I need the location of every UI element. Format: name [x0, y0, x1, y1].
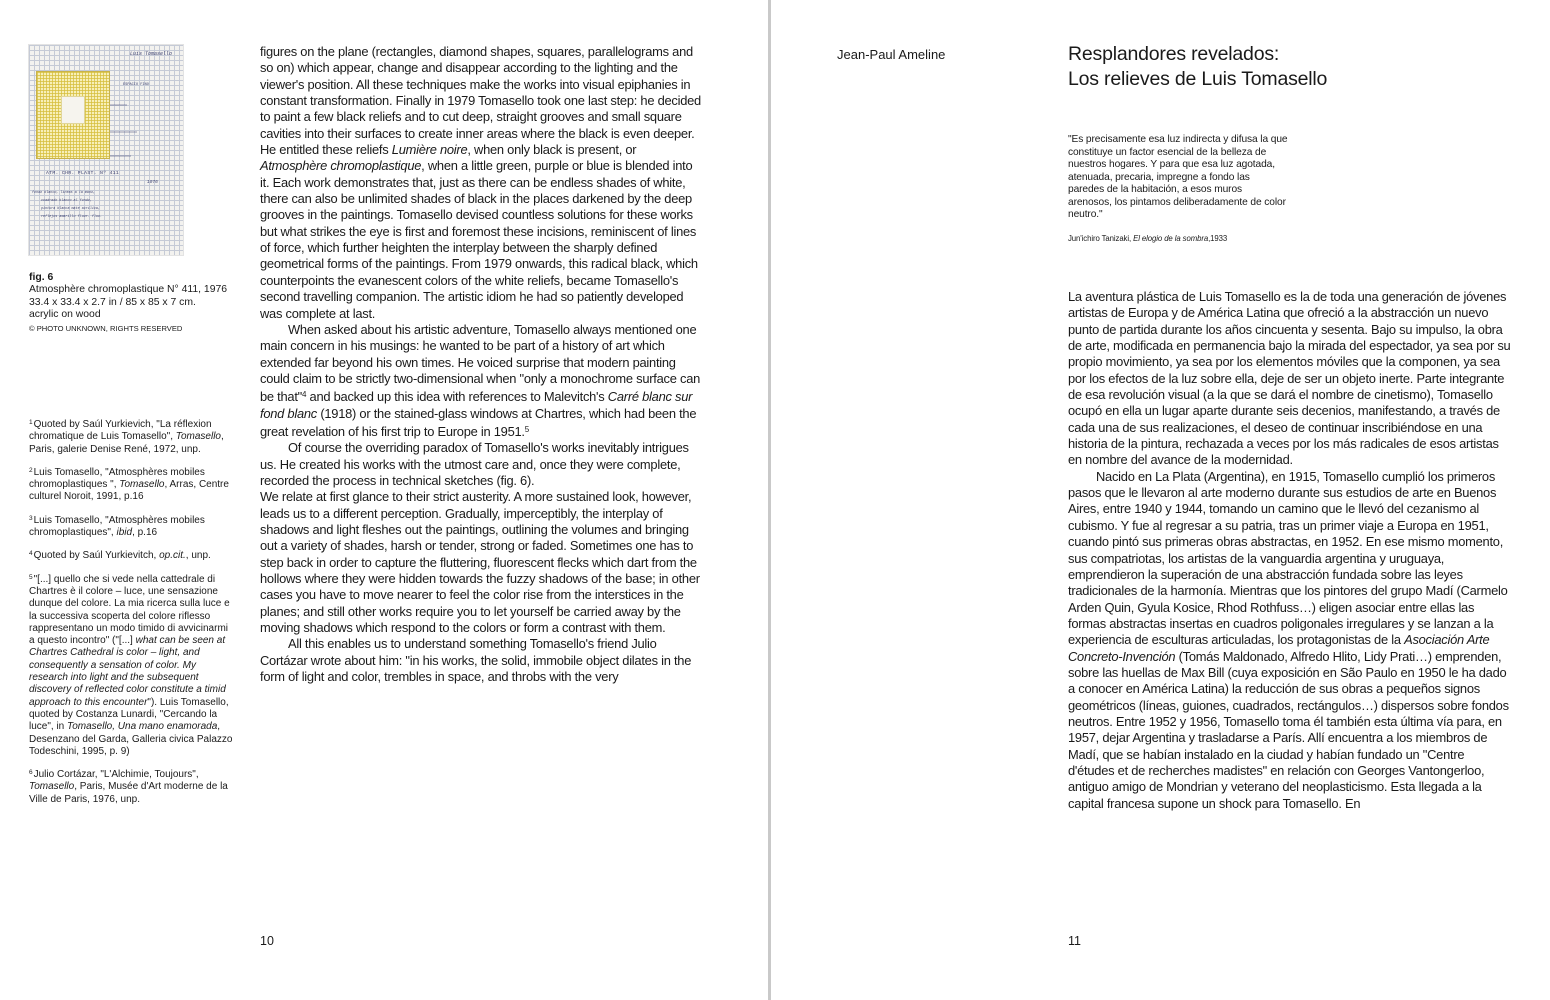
epigraph-attribution: Jun'ichiro Tanizaki, El elogio de la sombra,1933 [1068, 233, 1228, 243]
paragraph: We relate at first glance to their strict austerity. A more sustained look, however, leads us to a different perception. Gradually, imperceptibly, the interplay of shadows and light fleshes out the paintings, outlining the volumes and bringing out a variety of shades, harsh or tender, strong or faded. Sometimes one has to step back in order to capture the fluttering, fluorescent flecks which dart from the hollows where they were hidden towards the fuzzy shadows of the base; in other cases you have to move nearer to feel the color rise from the interstices in the planes; and still other works require you to let yourself be carried away by the moving shadows which respond to the colors or form a contrast with them. [260, 489, 700, 636]
footnote: $^5$"[...] quello che si vede nella cattedrale di Chartres è il colore – luce, une sensazione dunque del colore. La mia ricerca sulla luce e la successiva scoperta del colore riflesso rappresentano un modo timido di avvicinarmi a questo incontro" ("[...] what can be seen at Chartres Cathedral is color – light, and consequently a sensation of color. My research into light and the subsequent discovery of reflected color constitute a timid approach to this encounter"). Luis Tomasello, quoted by Costanza Lunardi, "Cercando la luce", in Tomasello, Una mano enamorada, Desenzano del Garda, Galleria civica Palazzo Todeschini, 1995, p. 9) [29, 573, 233, 757]
page-number: 11 [1068, 934, 1081, 948]
artwork-note-4: reflejos amarillo fluor. fluo. [41, 215, 103, 219]
caption-line: 33.4 x 33.4 x 2.7 in / 85 x 85 x 7 cm. [29, 296, 196, 308]
photo-credit: © PHOTO UNKNOWN, RIGHTS RESERVED [29, 323, 183, 333]
author-name: Jean-Paul Ameline [837, 47, 946, 62]
paragraph: When asked about his artistic adventure, Tomasello always mentioned one main concern in his musings: he wanted to be part of a history of art which extended far beyond his own times. He voiced surprise that modern painting could claim to be strictly two-dimensional when "only a monochrome surface can be that"$^4$ and backed up this idea with references to Malevitch's Carré blanc sur fond blanc (1918) or the stained-glass windows at Chartres, which had been the great revelation of his first trip to Europe in 1951.$^5$ [260, 321, 701, 439]
footnote: $^3$Luis Tomasello, "Atmosphères mobiles chromoplastiques", ibid, p.16 [29, 514, 205, 539]
left-page [0, 0, 768, 1000]
artwork-title: ATM. CHR. PLAST. Nº 411 [46, 171, 120, 176]
footnote: $^6$Julio Cortázar, "L'Alchimie, Toujours", Tomasello, Paris, Musée d'Art moderne de la Ville de Paris, 1976, unp. [29, 769, 228, 805]
artwork-signature: Luis Tomasello [130, 51, 173, 57]
figure-caption [29, 272, 234, 335]
chapter-title [1068, 42, 1488, 92]
chapter-title-line: Los relieves de Luis Tomasello [1068, 68, 1328, 90]
artwork-year: 1976 [147, 180, 158, 185]
paragraph: La aventura plástica de Luis Tomasello es la de toda una generación de jóvenes artistas de Europa y de América Latina que ofreció a la abstracción un nuevo punto de partida durante los años cincuenta y sesenta. Bajo su impulso, la obra de arte, modificada en permanencia bajo la mirada del espectador, ya sea por su propio movimiento, ya sea por los elementos móviles que la componen, ya sea por los efectos de la luz sobre ella, deje de ser un objeto inerte. Parte integrante de esa revolución visual (a la que se dará el nombre de cinetismo), Tomasello ocupó en ella un lugar aparte durante seis decenios, manifestando, a través de cada una de sus realizaciones, el deseo de continuar inscribiéndose en una historia de la pintura, rechazada a veces por los más radicales de esos artistas en nombre del avance de la modernidad. [1068, 289, 1511, 468]
caption-line: Atmosphère chromoplastique N° 411, 1976 [29, 284, 228, 296]
epigraph [1068, 134, 1288, 244]
caption-line: acrylic on wood [29, 309, 101, 321]
body-text-english [260, 44, 702, 685]
paragraph: Nacido en La Plata (Argentina), en 1915, Tomasello cumplió los primeros pasos que le llevaron al arte moderno durante sus estudios de arte en Buenos Aires, entre 1940 y 1944, tomando un camino que le llevó del cezanismo al cubismo. Y fue al regresar a su patria, tras un primer viaje a Europa en 1951, cuando pintó sus primeras obras abstractas, en 1952. En ese mismo momento, sus compatriotas, los artistas de la vanguardia argentina y uruguaya, emprendieron la superación de una abstracción fundada sobre las leyes tradicionales de la harmonía. Mientras que los pintores del grupo Madí (Carmelo Arden Quin, Gyula Kosice, Rhod Rothfuss…) eligen asociar entre ellas las formas abstractas insertas en cuadros poligonales irregulares y se lanzan a la experiencia de esculturas articuladas, los protagonistas de la Asociación Arte Concreto-Invención (Tomás Maldonado, Alfredo Hlito, Lidy Prati…) emprenden, sobre las huellas de Max Bill (cuya exposición en São Paulo en 1950 le ha dado a conocer en América Latina) la reducción de sus obras a pequeños signos geométricos (líneas, guiones, cuadrados, rectángulos…) dispersos sobre fondos neutros. Entre 1952 y 1956, Tomasello toma él también esta última vía para, en 1957, dejar Argentina y trasladarse a París. Allí encuentra a los miembros de Madí, que se habían instalado en la ciudad y habían fundado un "Centre d'études et de recherches madistes" en relación con Georges Vantongerloo, antiguo amigo de Mondrian y veterano del neoplasticismo. Esta llegada a la capital francesa supone un shock para Tomasello. En [1068, 468, 1509, 811]
footnote: $^1$Quoted by Saúl Yurkievich, "La réflexion chromatique de Luis Tomasello", Tomasello, Paris, galerie Denise René, 1972, unp. [29, 419, 224, 455]
right-page [771, 0, 1550, 1000]
chapter-title-line: Resplandores revelados: [1068, 43, 1280, 65]
footnote: $^2$Luis Tomasello, "Atmosphères mobiles chromoplastiques ", Tomasello, Arras, Centre culturel Noroit, 1991, p.16 [29, 466, 229, 503]
body-text-spanish [1068, 289, 1512, 812]
paragraph: Of course the overriding paradox of Tomasello's works inevitably intrigues us. He created his works with the utmost care and, once they were complete, recorded the process in technical sketches (fig. 6). [260, 440, 689, 488]
figure-label: fig. 6 [29, 272, 54, 283]
footnote: $^4$Quoted by Saúl Yurkievitch, op.cit., unp. [29, 550, 211, 562]
artwork-note-3: pintura blanca mate acrílica, [41, 207, 101, 211]
artwork-note-2: cuadrado blanco al fondo, [41, 199, 92, 203]
paragraph: figures on the plane (rectangles, diamond shapes, squares, parallelograms and so on) which appear, change and disappear according to the lighting and the viewer's position. All these techniques make the works into visual epiphanies in constant transformation. Finally in 1979 Tomasello took one last step: he decided to paint a few black reliefs and to cut deep, straight grooves and small square cavities into their surfaces to create inner areas where the black is even deeper. He entitled these reliefs Lumière noire, when only black is present, or Atmosphère chromoplastique, when a little green, purple or blue is blended into it. Each work demonstrates that, just as there can be endless shades of white, there can also be unlimited shades of black in the places darkened by the deep grooves in the paintings. Tomasello devised countless solutions for these works but what strikes the eye is first and foremost these incisions, reminiscent of lines of force, which further heighten the interplay between the sharply defined geometrical forms of the paintings. From 1979 onwards, this radical black, which counterpoints the evanescent colors of the white reliefs, became Tomasello's second travelling companion. The artistic idiom he had so patiently developed was complete at last. [260, 44, 701, 321]
artwork-yellow-square [36, 71, 110, 159]
artwork-label-a: ESPACIO FINO [123, 83, 149, 87]
artwork-image [29, 45, 183, 255]
page-number: 10 [260, 934, 274, 948]
epigraph-quote: "Es precisamente esa luz indirecta y difusa la que constituye un factor esencial de la belleza de nuestros hogares. Y para que esa luz agotada, atenuada, precaria, impregne a fondo las paredes de la habitación, a esos muros arenosos, los pintamos deliberadamente de color neutro." [1068, 134, 1288, 220]
footnotes [29, 417, 234, 815]
artwork-inner-square [61, 96, 85, 124]
artwork-note-1: fondo blanco, líneas a la mano, [32, 191, 96, 195]
paragraph: All this enables us to understand something Tomasello's friend Julio Cortázar wrote about him: "in his works, the solid, immobile object dilates in the form of light and color, trembles in space, and throbs with the very [260, 636, 692, 685]
